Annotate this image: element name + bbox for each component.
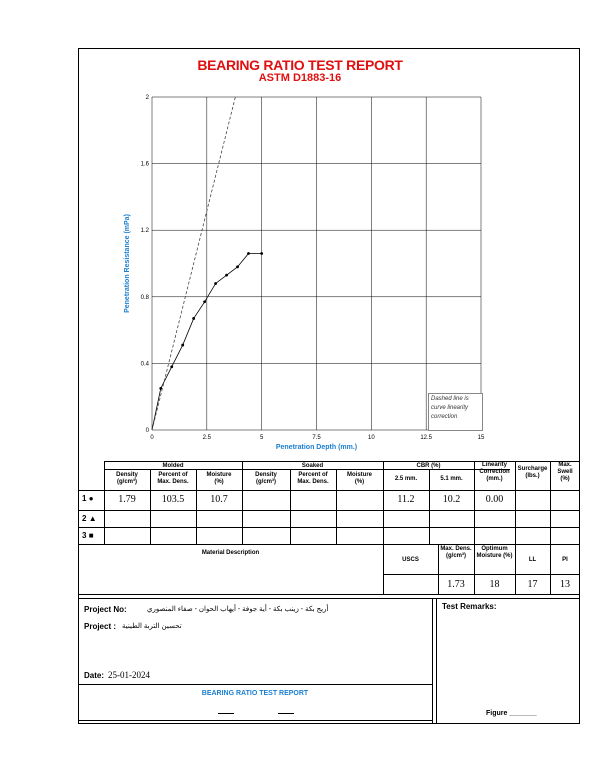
project-label: Project : [84,622,117,631]
rule [78,684,432,685]
annotation-line-1: Dashed line is [431,396,469,402]
maxdens-value: 1.73 [447,579,465,590]
row1-linearity: 0.00 [485,494,504,505]
x-tick-label: 15 [477,435,485,441]
row1-density: 1.79 [118,494,136,505]
chart-annotation [428,393,483,431]
optmoist-value: 18 [489,579,500,590]
rule [78,594,580,595]
y-axis-label: Penetration Resistance (mPa) [124,214,131,313]
col-density-unit: (g/cm³) [256,479,276,485]
rule [278,713,294,714]
row1-moisture: 10.7 [210,494,228,505]
data-point [159,387,162,390]
data-point [247,252,250,255]
col-moisture-unit: (%) [214,479,224,485]
col-moisture-label: Moisture [346,472,372,478]
x-axis-label: Penetration Depth (mm.) [275,444,358,451]
x-tick-label: 10 [367,435,375,441]
rule [78,527,580,528]
linearity-correction-line [152,97,235,430]
col-percent-molded [150,472,196,486]
report-title: BEARING RATIO TEST REPORT [197,57,403,73]
figure-label: Figure _______ [486,710,537,717]
square-icon: ■ [88,531,94,540]
col-density-label: Density [255,472,277,478]
report-standard: ASTM D1883-16 [258,72,342,84]
col-cbr-51: 5.1 mm. [440,476,463,482]
rule [432,598,433,724]
rule [78,490,580,491]
col-moisture-soaked [336,472,383,486]
date-value: 25-01-2024 [108,670,150,680]
uscs-header: USCS [402,557,419,563]
group-molded: Molded [162,463,184,469]
data-point [203,300,206,303]
row-label-3 [82,531,94,540]
rule [218,713,234,714]
x-tick-label: 2.5 [202,435,212,441]
data-point [225,274,228,277]
y-tick-label: 2 [145,95,149,101]
pi-value: 13 [560,579,570,590]
group-cbr: CBR (%) [416,463,441,469]
data-point [192,317,195,320]
y-tick-label: 1.6 [140,161,149,168]
col-density-label: Density [116,472,138,478]
col-percent-sub: Max. Dens. [297,479,329,485]
group-linearity: Linearity Correction (mm.) [479,462,510,482]
x-tick-label: 0 [150,435,154,441]
rule [78,720,432,721]
row1-cbr25: 11.2 [397,494,415,505]
row-number: 2 [82,514,87,523]
y-tick-label: 0 [145,428,149,434]
col-moisture-molded [196,472,242,486]
project-no-label: Project No: [84,605,127,614]
optmoist-header: Optimum Moisture (%) [476,546,513,559]
rule [78,598,580,599]
col-density-soaked [242,472,290,486]
row-label-1 [82,494,94,503]
maxdens-header: Max. Dens. (g/cm³) [440,546,472,559]
col-moisture-label: Moisture [206,472,232,478]
row1-percent: 103.5 [161,494,185,505]
col-percent-label: Percent of [298,472,328,478]
col-density-molded [104,472,150,486]
ll-header: LL [528,557,537,563]
group-swell: Max. Swell (%) [557,462,573,482]
rule [550,461,551,544]
data-point [214,282,217,285]
triangle-icon: ▲ [88,514,97,523]
footer-title: BEARING RATIO TEST REPORT [201,690,309,697]
data-point [236,265,239,268]
row-number: 3 [82,531,87,540]
rule [383,544,384,594]
x-tick-label: 12.5 [420,435,433,441]
row-number: 1 [82,494,87,503]
rule [78,544,580,545]
y-tick-label: 0.8 [140,294,149,301]
col-density-unit: (g/cm³) [117,479,137,485]
annotation-line-3: correction [431,414,458,420]
col-percent-label: Percent of [158,472,188,478]
col-percent-soaked [290,472,336,486]
pi-header: PI [562,557,568,563]
data-point [170,365,173,368]
ll-value: 17 [527,579,538,590]
row-label-2 [82,514,97,523]
y-tick-label: 1.2 [140,228,149,235]
group-surcharge: Surcharge (lbs.) [517,466,548,479]
data-point [260,252,263,255]
remarks-label: Test Remarks: [442,602,497,611]
annotation-line-2: curve linearity [431,405,469,411]
y-tick-label: 0.4 [140,361,149,368]
circle-icon: ● [88,494,94,503]
rule [436,598,437,724]
rule [78,510,580,511]
project-value: تحسين التربة الطينية [122,623,182,630]
group-soaked: Soaked [301,463,324,469]
col-moisture-unit: (%) [354,479,365,485]
col-cbr-25: 2.5 mm. [394,476,418,482]
material-header: Material Description [201,550,260,556]
row1-cbr51: 10.2 [442,494,461,505]
data-point [181,344,184,347]
x-tick-label: 7.5 [312,435,321,441]
col-percent-sub: Max. Dens. [157,479,189,485]
project-no-value: أريج بكة - زينب بكة - أية جوفة - أيهاب الحوان - صفاء المنصوري [147,606,329,613]
x-tick-label: 5 [259,435,264,441]
date-label: Date: [84,671,105,680]
